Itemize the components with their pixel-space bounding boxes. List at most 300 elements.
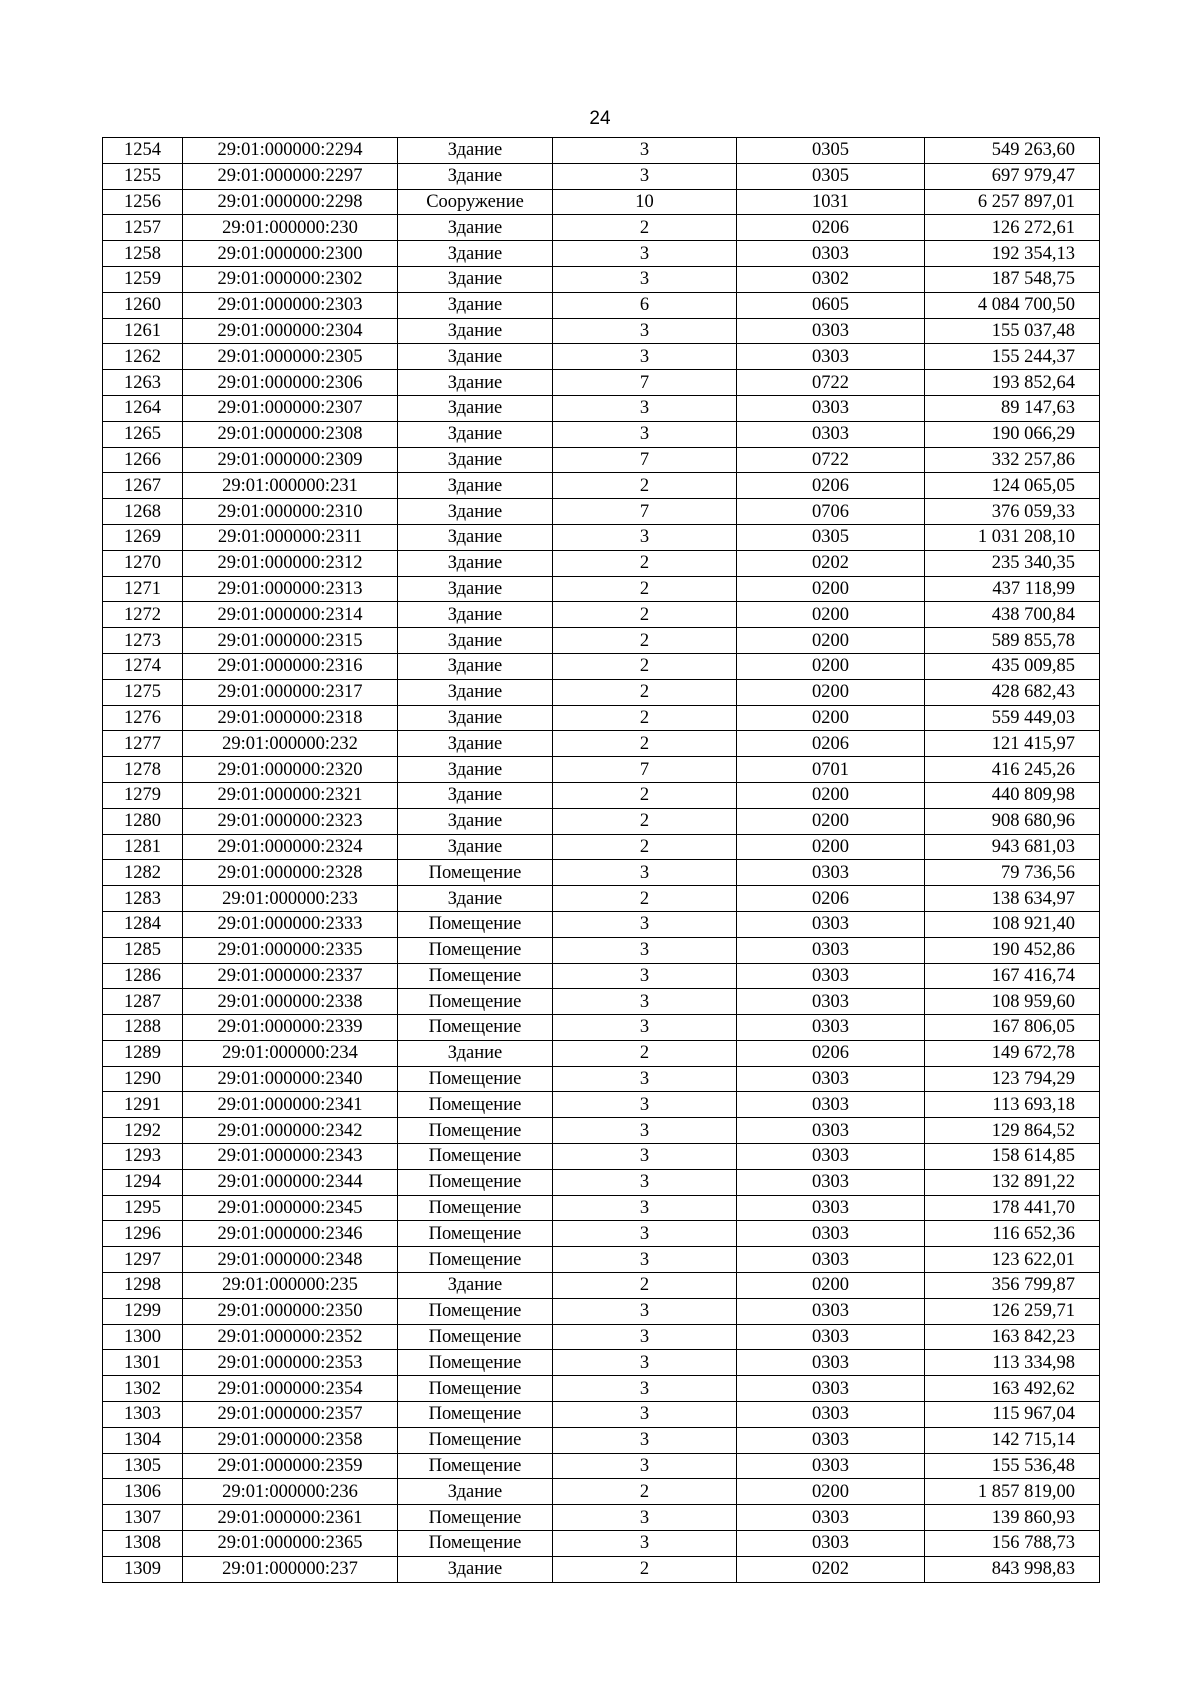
- subgroup-code-cell: 0303: [737, 1066, 925, 1092]
- group-cell: 2: [553, 886, 737, 912]
- object-type-cell: Здание: [398, 550, 553, 576]
- group-cell: 3: [553, 1350, 737, 1376]
- group-cell: 2: [553, 653, 737, 679]
- cadastral-value-cell: 124 065,05: [925, 473, 1100, 499]
- cadastral-value-cell: 190 452,86: [925, 937, 1100, 963]
- subgroup-code-cell: 0200: [737, 576, 925, 602]
- cadastral-number-cell: 29:01:000000:232: [183, 731, 398, 757]
- page-number: 24: [589, 108, 611, 129]
- group-cell: 3: [553, 1324, 737, 1350]
- row-number-cell: 1297: [103, 1247, 183, 1273]
- cadastral-value-cell: 435 009,85: [925, 653, 1100, 679]
- group-cell: 3: [553, 395, 737, 421]
- group-cell: 2: [553, 1479, 737, 1505]
- table-row: [103, 1453, 1100, 1479]
- object-type-cell: Здание: [398, 473, 553, 499]
- subgroup-code-cell: 0303: [737, 1169, 925, 1195]
- subgroup-code-cell: 0305: [737, 138, 925, 164]
- row-number-cell: 1261: [103, 318, 183, 344]
- cadastral-value-cell: 108 959,60: [925, 989, 1100, 1015]
- cadastral-number-cell: 29:01:000000:2321: [183, 782, 398, 808]
- table-row: [103, 1273, 1100, 1299]
- cadastral-value-cell: 235 340,35: [925, 550, 1100, 576]
- cadastral-number-cell: 29:01:000000:2328: [183, 860, 398, 886]
- group-cell: 2: [553, 1273, 737, 1299]
- cadastral-value-cell: 149 672,78: [925, 1040, 1100, 1066]
- group-cell: 3: [553, 1376, 737, 1402]
- group-cell: 3: [553, 1453, 737, 1479]
- subgroup-code-cell: 0206: [737, 886, 925, 912]
- row-number-cell: 1260: [103, 292, 183, 318]
- table-row: [103, 989, 1100, 1015]
- table-row: [103, 628, 1100, 654]
- object-type-cell: Здание: [398, 705, 553, 731]
- object-type-cell: Здание: [398, 524, 553, 550]
- row-number-cell: 1281: [103, 834, 183, 860]
- group-cell: 3: [553, 1144, 737, 1170]
- group-cell: 3: [553, 963, 737, 989]
- cadastral-number-cell: 29:01:000000:2307: [183, 395, 398, 421]
- cadastral-value-cell: 126 272,61: [925, 215, 1100, 241]
- subgroup-code-cell: 0305: [737, 163, 925, 189]
- cadastral-number-cell: 29:01:000000:2323: [183, 808, 398, 834]
- subgroup-code-cell: 0206: [737, 473, 925, 499]
- group-cell: 3: [553, 266, 737, 292]
- table-row: [103, 421, 1100, 447]
- cadastral-number-cell: 29:01:000000:2303: [183, 292, 398, 318]
- object-type-cell: Здание: [398, 292, 553, 318]
- group-cell: 3: [553, 1531, 737, 1557]
- table-row: [103, 395, 1100, 421]
- table-row: [103, 808, 1100, 834]
- row-number-cell: 1257: [103, 215, 183, 241]
- table-row: [103, 1066, 1100, 1092]
- cadastral-value-cell: 163 492,62: [925, 1376, 1100, 1402]
- object-type-cell: Помещение: [398, 1453, 553, 1479]
- cadastral-value-cell: 416 245,26: [925, 757, 1100, 783]
- row-number-cell: 1272: [103, 602, 183, 628]
- table-row: [103, 1015, 1100, 1041]
- group-cell: 3: [553, 1427, 737, 1453]
- table-row: [103, 266, 1100, 292]
- row-number-cell: 1309: [103, 1556, 183, 1582]
- object-type-cell: Здание: [398, 163, 553, 189]
- group-cell: 3: [553, 911, 737, 937]
- group-cell: 3: [553, 1402, 737, 1428]
- cadastral-number-cell: 29:01:000000:2354: [183, 1376, 398, 1402]
- row-number-cell: 1265: [103, 421, 183, 447]
- group-cell: 3: [553, 1092, 737, 1118]
- object-type-cell: Помещение: [398, 1092, 553, 1118]
- row-number-cell: 1258: [103, 241, 183, 267]
- cadastral-number-cell: 29:01:000000:2318: [183, 705, 398, 731]
- subgroup-code-cell: 0200: [737, 628, 925, 654]
- group-cell: 3: [553, 524, 737, 550]
- table-row: [103, 241, 1100, 267]
- cadastral-number-cell: 29:01:000000:2320: [183, 757, 398, 783]
- cadastral-number-cell: 29:01:000000:2305: [183, 344, 398, 370]
- group-cell: 7: [553, 757, 737, 783]
- object-type-cell: Помещение: [398, 963, 553, 989]
- cadastral-number-cell: 29:01:000000:2341: [183, 1092, 398, 1118]
- cadastral-number-cell: 29:01:000000:2346: [183, 1221, 398, 1247]
- cadastral-number-cell: 29:01:000000:2359: [183, 1453, 398, 1479]
- cadastral-value-cell: 6 257 897,01: [925, 189, 1100, 215]
- cadastral-number-cell: 29:01:000000:2316: [183, 653, 398, 679]
- row-number-cell: 1296: [103, 1221, 183, 1247]
- cadastral-value-cell: 376 059,33: [925, 499, 1100, 525]
- table-row: [103, 1427, 1100, 1453]
- table-row: [103, 163, 1100, 189]
- table-row: [103, 1531, 1100, 1557]
- row-number-cell: 1294: [103, 1169, 183, 1195]
- object-type-cell: Здание: [398, 395, 553, 421]
- row-number-cell: 1308: [103, 1531, 183, 1557]
- subgroup-code-cell: 0722: [737, 447, 925, 473]
- cadastral-value-cell: 943 681,03: [925, 834, 1100, 860]
- table-row: [103, 1479, 1100, 1505]
- row-number-cell: 1287: [103, 989, 183, 1015]
- row-number-cell: 1254: [103, 138, 183, 164]
- cadastral-value-cell: 438 700,84: [925, 602, 1100, 628]
- table-row: [103, 447, 1100, 473]
- cadastral-number-cell: 29:01:000000:2333: [183, 911, 398, 937]
- table-row: [103, 679, 1100, 705]
- cadastral-number-cell: 29:01:000000:2317: [183, 679, 398, 705]
- cadastral-value-cell: 589 855,78: [925, 628, 1100, 654]
- table-row: [103, 602, 1100, 628]
- group-cell: 3: [553, 1169, 737, 1195]
- subgroup-code-cell: 0303: [737, 1402, 925, 1428]
- group-cell: 3: [553, 1015, 737, 1041]
- cadastral-value-cell: 440 809,98: [925, 782, 1100, 808]
- group-cell: 3: [553, 318, 737, 344]
- cadastral-value-cell: 843 998,83: [925, 1556, 1100, 1582]
- group-cell: 2: [553, 550, 737, 576]
- row-number-cell: 1304: [103, 1427, 183, 1453]
- object-type-cell: Помещение: [398, 1195, 553, 1221]
- object-type-cell: Помещение: [398, 1066, 553, 1092]
- cadastral-number-cell: 29:01:000000:233: [183, 886, 398, 912]
- object-type-cell: Помещение: [398, 1531, 553, 1557]
- group-cell: 2: [553, 1556, 737, 1582]
- row-number-cell: 1305: [103, 1453, 183, 1479]
- object-type-cell: Помещение: [398, 1505, 553, 1531]
- cadastral-number-cell: 29:01:000000:2342: [183, 1118, 398, 1144]
- cadastral-number-cell: 29:01:000000:235: [183, 1273, 398, 1299]
- subgroup-code-cell: 0303: [737, 1505, 925, 1531]
- cadastral-value-cell: 113 334,98: [925, 1350, 1100, 1376]
- cadastral-number-cell: 29:01:000000:236: [183, 1479, 398, 1505]
- cadastral-number-cell: 29:01:000000:2340: [183, 1066, 398, 1092]
- subgroup-code-cell: 0303: [737, 1324, 925, 1350]
- cadastral-value-cell: 79 736,56: [925, 860, 1100, 886]
- object-type-cell: Помещение: [398, 1169, 553, 1195]
- group-cell: 3: [553, 937, 737, 963]
- subgroup-code-cell: 0202: [737, 1556, 925, 1582]
- object-type-cell: Здание: [398, 1040, 553, 1066]
- subgroup-code-cell: 0303: [737, 1427, 925, 1453]
- table-row: [103, 292, 1100, 318]
- object-type-cell: Здание: [398, 679, 553, 705]
- row-number-cell: 1289: [103, 1040, 183, 1066]
- group-cell: 7: [553, 447, 737, 473]
- table-row: [103, 1505, 1100, 1531]
- row-number-cell: 1284: [103, 911, 183, 937]
- subgroup-code-cell: 0303: [737, 1144, 925, 1170]
- cadastral-value-cell: 142 715,14: [925, 1427, 1100, 1453]
- cadastral-value-cell: 167 806,05: [925, 1015, 1100, 1041]
- row-number-cell: 1271: [103, 576, 183, 602]
- table-row: [103, 782, 1100, 808]
- subgroup-code-cell: 0206: [737, 215, 925, 241]
- group-cell: 2: [553, 808, 737, 834]
- row-number-cell: 1286: [103, 963, 183, 989]
- row-number-cell: 1295: [103, 1195, 183, 1221]
- object-type-cell: Здание: [398, 757, 553, 783]
- table-row: [103, 963, 1100, 989]
- object-type-cell: Помещение: [398, 937, 553, 963]
- row-number-cell: 1264: [103, 395, 183, 421]
- subgroup-code-cell: 0206: [737, 731, 925, 757]
- row-number-cell: 1288: [103, 1015, 183, 1041]
- object-type-cell: Здание: [398, 808, 553, 834]
- subgroup-code-cell: 0303: [737, 1531, 925, 1557]
- subgroup-code-cell: 0200: [737, 1479, 925, 1505]
- object-type-cell: Помещение: [398, 1015, 553, 1041]
- object-type-cell: Здание: [398, 447, 553, 473]
- row-number-cell: 1298: [103, 1273, 183, 1299]
- subgroup-code-cell: 0200: [737, 653, 925, 679]
- group-cell: 2: [553, 1040, 737, 1066]
- row-number-cell: 1299: [103, 1298, 183, 1324]
- cadastral-value-cell: 139 860,93: [925, 1505, 1100, 1531]
- group-cell: 2: [553, 679, 737, 705]
- cadastral-value-cell: 437 118,99: [925, 576, 1100, 602]
- subgroup-code-cell: 1031: [737, 189, 925, 215]
- object-type-cell: Помещение: [398, 860, 553, 886]
- cadastral-number-cell: 29:01:000000:2339: [183, 1015, 398, 1041]
- object-type-cell: Здание: [398, 318, 553, 344]
- subgroup-code-cell: 0303: [737, 911, 925, 937]
- row-number-cell: 1291: [103, 1092, 183, 1118]
- cadastral-number-cell: 29:01:000000:2365: [183, 1531, 398, 1557]
- group-cell: 3: [553, 1298, 737, 1324]
- row-number-cell: 1263: [103, 370, 183, 396]
- cadastral-number-cell: 29:01:000000:2308: [183, 421, 398, 447]
- subgroup-code-cell: 0200: [737, 679, 925, 705]
- object-type-cell: Здание: [398, 1556, 553, 1582]
- group-cell: 3: [553, 1066, 737, 1092]
- row-number-cell: 1300: [103, 1324, 183, 1350]
- cadastral-value-cell: 1 857 819,00: [925, 1479, 1100, 1505]
- row-number-cell: 1259: [103, 266, 183, 292]
- cadastral-number-cell: 29:01:000000:2361: [183, 1505, 398, 1531]
- object-type-cell: Здание: [398, 1273, 553, 1299]
- subgroup-code-cell: 0200: [737, 808, 925, 834]
- subgroup-code-cell: 0303: [737, 1092, 925, 1118]
- row-number-cell: 1255: [103, 163, 183, 189]
- cadastral-number-cell: 29:01:000000:2306: [183, 370, 398, 396]
- row-number-cell: 1256: [103, 189, 183, 215]
- cadastral-value-cell: 115 967,04: [925, 1402, 1100, 1428]
- object-type-cell: Здание: [398, 653, 553, 679]
- table-row: [103, 1402, 1100, 1428]
- cadastral-number-cell: 29:01:000000:2312: [183, 550, 398, 576]
- group-cell: 3: [553, 989, 737, 1015]
- row-number-cell: 1306: [103, 1479, 183, 1505]
- group-cell: 10: [553, 189, 737, 215]
- cadastral-number-cell: 29:01:000000:2345: [183, 1195, 398, 1221]
- subgroup-code-cell: 0303: [737, 241, 925, 267]
- table-row: [103, 215, 1100, 241]
- object-type-cell: Здание: [398, 834, 553, 860]
- object-type-cell: Помещение: [398, 1427, 553, 1453]
- table-row: [103, 1556, 1100, 1582]
- cadastral-value-cell: 113 693,18: [925, 1092, 1100, 1118]
- group-cell: 2: [553, 834, 737, 860]
- cadastral-value-cell: 158 614,85: [925, 1144, 1100, 1170]
- table-row: [103, 189, 1100, 215]
- subgroup-code-cell: 0303: [737, 1221, 925, 1247]
- cadastral-number-cell: 29:01:000000:2343: [183, 1144, 398, 1170]
- row-number-cell: 1302: [103, 1376, 183, 1402]
- object-type-cell: Помещение: [398, 1144, 553, 1170]
- group-cell: 7: [553, 499, 737, 525]
- table-row: [103, 499, 1100, 525]
- cadastral-value-cell: 428 682,43: [925, 679, 1100, 705]
- object-type-cell: Здание: [398, 344, 553, 370]
- object-type-cell: Помещение: [398, 1221, 553, 1247]
- group-cell: 3: [553, 1247, 737, 1273]
- table-row: [103, 937, 1100, 963]
- cadastral-value-cell: 123 622,01: [925, 1247, 1100, 1273]
- cadastral-number-cell: 29:01:000000:2315: [183, 628, 398, 654]
- group-cell: 3: [553, 138, 737, 164]
- row-number-cell: 1267: [103, 473, 183, 499]
- row-number-cell: 1270: [103, 550, 183, 576]
- cadastral-value-cell: 89 147,63: [925, 395, 1100, 421]
- subgroup-code-cell: 0303: [737, 1247, 925, 1273]
- object-type-cell: Помещение: [398, 1298, 553, 1324]
- cadastral-number-cell: 29:01:000000:234: [183, 1040, 398, 1066]
- subgroup-code-cell: 0303: [737, 1453, 925, 1479]
- cadastral-value-cell: 155 244,37: [925, 344, 1100, 370]
- cadastral-value-cell: 163 842,23: [925, 1324, 1100, 1350]
- table-row: [103, 1298, 1100, 1324]
- table-row: [103, 653, 1100, 679]
- table-row: [103, 344, 1100, 370]
- row-number-cell: 1278: [103, 757, 183, 783]
- table-row: [103, 1195, 1100, 1221]
- cadastral-value-cell: 121 415,97: [925, 731, 1100, 757]
- cadastral-value-cell: 332 257,86: [925, 447, 1100, 473]
- group-cell: 2: [553, 576, 737, 602]
- group-cell: 3: [553, 421, 737, 447]
- object-type-cell: Здание: [398, 241, 553, 267]
- row-number-cell: 1307: [103, 1505, 183, 1531]
- object-type-cell: Здание: [398, 886, 553, 912]
- cadastral-value-cell: 697 979,47: [925, 163, 1100, 189]
- object-type-cell: Помещение: [398, 989, 553, 1015]
- table-row: [103, 370, 1100, 396]
- cadastral-number-cell: 29:01:000000:2311: [183, 524, 398, 550]
- table-row: [103, 1247, 1100, 1273]
- table-row: [103, 911, 1100, 937]
- table-row: [103, 1040, 1100, 1066]
- row-number-cell: 1277: [103, 731, 183, 757]
- cadastral-value-cell: 356 799,87: [925, 1273, 1100, 1299]
- cadastral-value-cell: 156 788,73: [925, 1531, 1100, 1557]
- cadastral-value-cell: 126 259,71: [925, 1298, 1100, 1324]
- cadastral-number-cell: 29:01:000000:2298: [183, 189, 398, 215]
- table-row: [103, 886, 1100, 912]
- subgroup-code-cell: 0303: [737, 344, 925, 370]
- subgroup-code-cell: 0200: [737, 602, 925, 628]
- cadastral-value-cell: 123 794,29: [925, 1066, 1100, 1092]
- subgroup-code-cell: 0305: [737, 524, 925, 550]
- object-type-cell: Здание: [398, 602, 553, 628]
- table-row: [103, 138, 1100, 164]
- subgroup-code-cell: 0303: [737, 421, 925, 447]
- table-row: [103, 731, 1100, 757]
- subgroup-code-cell: 0303: [737, 1350, 925, 1376]
- table-row: [103, 1092, 1100, 1118]
- cadastral-number-cell: 29:01:000000:2302: [183, 266, 398, 292]
- cadastral-value-cell: 116 652,36: [925, 1221, 1100, 1247]
- row-number-cell: 1280: [103, 808, 183, 834]
- subgroup-code-cell: 0200: [737, 834, 925, 860]
- subgroup-code-cell: 0206: [737, 1040, 925, 1066]
- subgroup-code-cell: 0303: [737, 1195, 925, 1221]
- subgroup-code-cell: 0303: [737, 1015, 925, 1041]
- cadastral-number-cell: 29:01:000000:231: [183, 473, 398, 499]
- cadastral-value-cell: 1 031 208,10: [925, 524, 1100, 550]
- group-cell: 2: [553, 628, 737, 654]
- object-type-cell: Помещение: [398, 1324, 553, 1350]
- group-cell: 2: [553, 731, 737, 757]
- row-number-cell: 1266: [103, 447, 183, 473]
- cadastral-value-cell: 559 449,03: [925, 705, 1100, 731]
- group-cell: 2: [553, 782, 737, 808]
- cadastral-value-cell: 132 891,22: [925, 1169, 1100, 1195]
- table-row: [103, 1118, 1100, 1144]
- group-cell: 3: [553, 163, 737, 189]
- cadastral-value-cell: 129 864,52: [925, 1118, 1100, 1144]
- cadastral-number-cell: 29:01:000000:237: [183, 1556, 398, 1582]
- subgroup-code-cell: 0302: [737, 266, 925, 292]
- group-cell: 2: [553, 215, 737, 241]
- group-cell: 6: [553, 292, 737, 318]
- cadastral-number-cell: 29:01:000000:2353: [183, 1350, 398, 1376]
- cadastral-number-cell: 29:01:000000:2335: [183, 937, 398, 963]
- subgroup-code-cell: 0202: [737, 550, 925, 576]
- row-number-cell: 1279: [103, 782, 183, 808]
- cadastral-number-cell: 29:01:000000:2338: [183, 989, 398, 1015]
- cadastral-value-cell: 193 852,64: [925, 370, 1100, 396]
- row-number-cell: 1274: [103, 653, 183, 679]
- row-number-cell: 1262: [103, 344, 183, 370]
- group-cell: 7: [553, 370, 737, 396]
- row-number-cell: 1276: [103, 705, 183, 731]
- group-cell: 3: [553, 1195, 737, 1221]
- object-type-cell: Здание: [398, 266, 553, 292]
- row-number-cell: 1301: [103, 1350, 183, 1376]
- cadastral-number-cell: 29:01:000000:2297: [183, 163, 398, 189]
- subgroup-code-cell: 0200: [737, 782, 925, 808]
- object-type-cell: Помещение: [398, 1376, 553, 1402]
- cadastral-number-cell: 29:01:000000:230: [183, 215, 398, 241]
